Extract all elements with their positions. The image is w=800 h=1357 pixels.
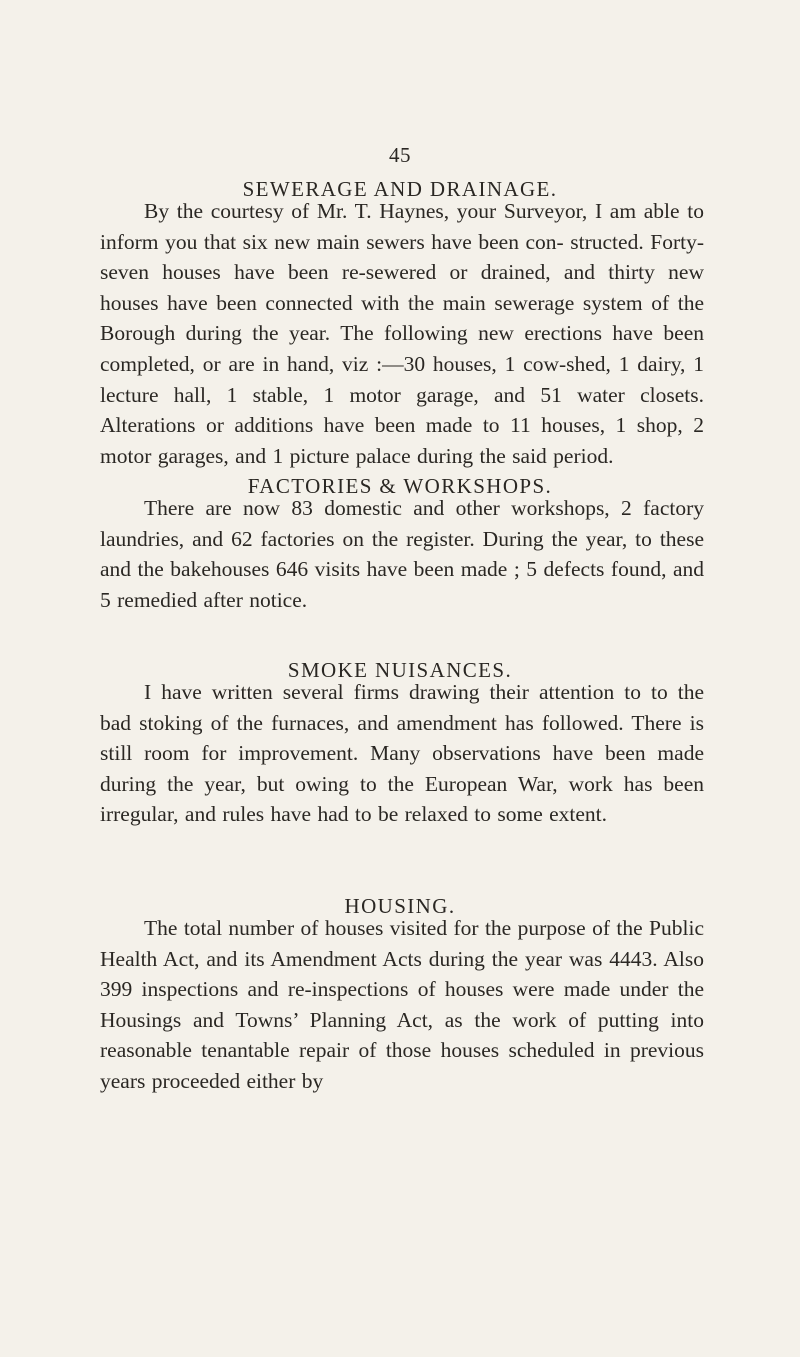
page-number: 45	[389, 143, 411, 167]
section-paragraph-sewerage: By the courtesy of Mr. T. Haynes, your Surveyor, I am able to inform you that six new main sewers have been con- structed. Forty-seven houses have been re-sewered or drained, and thirty new houses have been connected with the main sewerage system of the Borough during the year. The following new erections have been completed, or are in hand, viz :—30 houses, 1 cow-shed, 1 dairy, 1 lecture hall, 1 stable, 1 motor garage, and 51 water closets. Alterations or additions have been made to 11 houses, 1 shop, 2 motor garages, and 1 picture palace during the said period.	[100, 199, 704, 468]
section-heading-factories: FACTORIES & WORKSHOPS.	[247, 474, 553, 498]
section-heading-housing: HOUSING.	[344, 894, 456, 918]
section-paragraph-smoke: I have written several firms drawing their attention to to the bad stoking of the furnaces, and amendment has followed. There is still room for improvement. Many observations have been made during the year, but owing to the European War, work has been irregular, and rules have had to be relaxed to some extent.	[100, 680, 704, 827]
section-paragraph-factories: There are now 83 domestic and other workshops, 2 factory laundries, and 62 factories on the register. During the year, to these and the bakehouses 646 visits have been made ; 5 defects found, and 5 remedied after notice.	[100, 496, 704, 612]
section-paragraph-housing: The total number of houses visited for the purpose of the Public Health Act, and its Amendment Acts during the year was 4443. Also 399 inspections and re-inspections of houses were made under the Housings and Towns’ Planning Act, as the work of putting into reasonable tenantable repair of those houses scheduled in previous years proceeded either by	[100, 916, 704, 1093]
section-heading-smoke: SMOKE NUISANCES.	[287, 658, 513, 682]
section-heading-sewerage: SEWERAGE AND DRAINAGE.	[242, 177, 558, 201]
